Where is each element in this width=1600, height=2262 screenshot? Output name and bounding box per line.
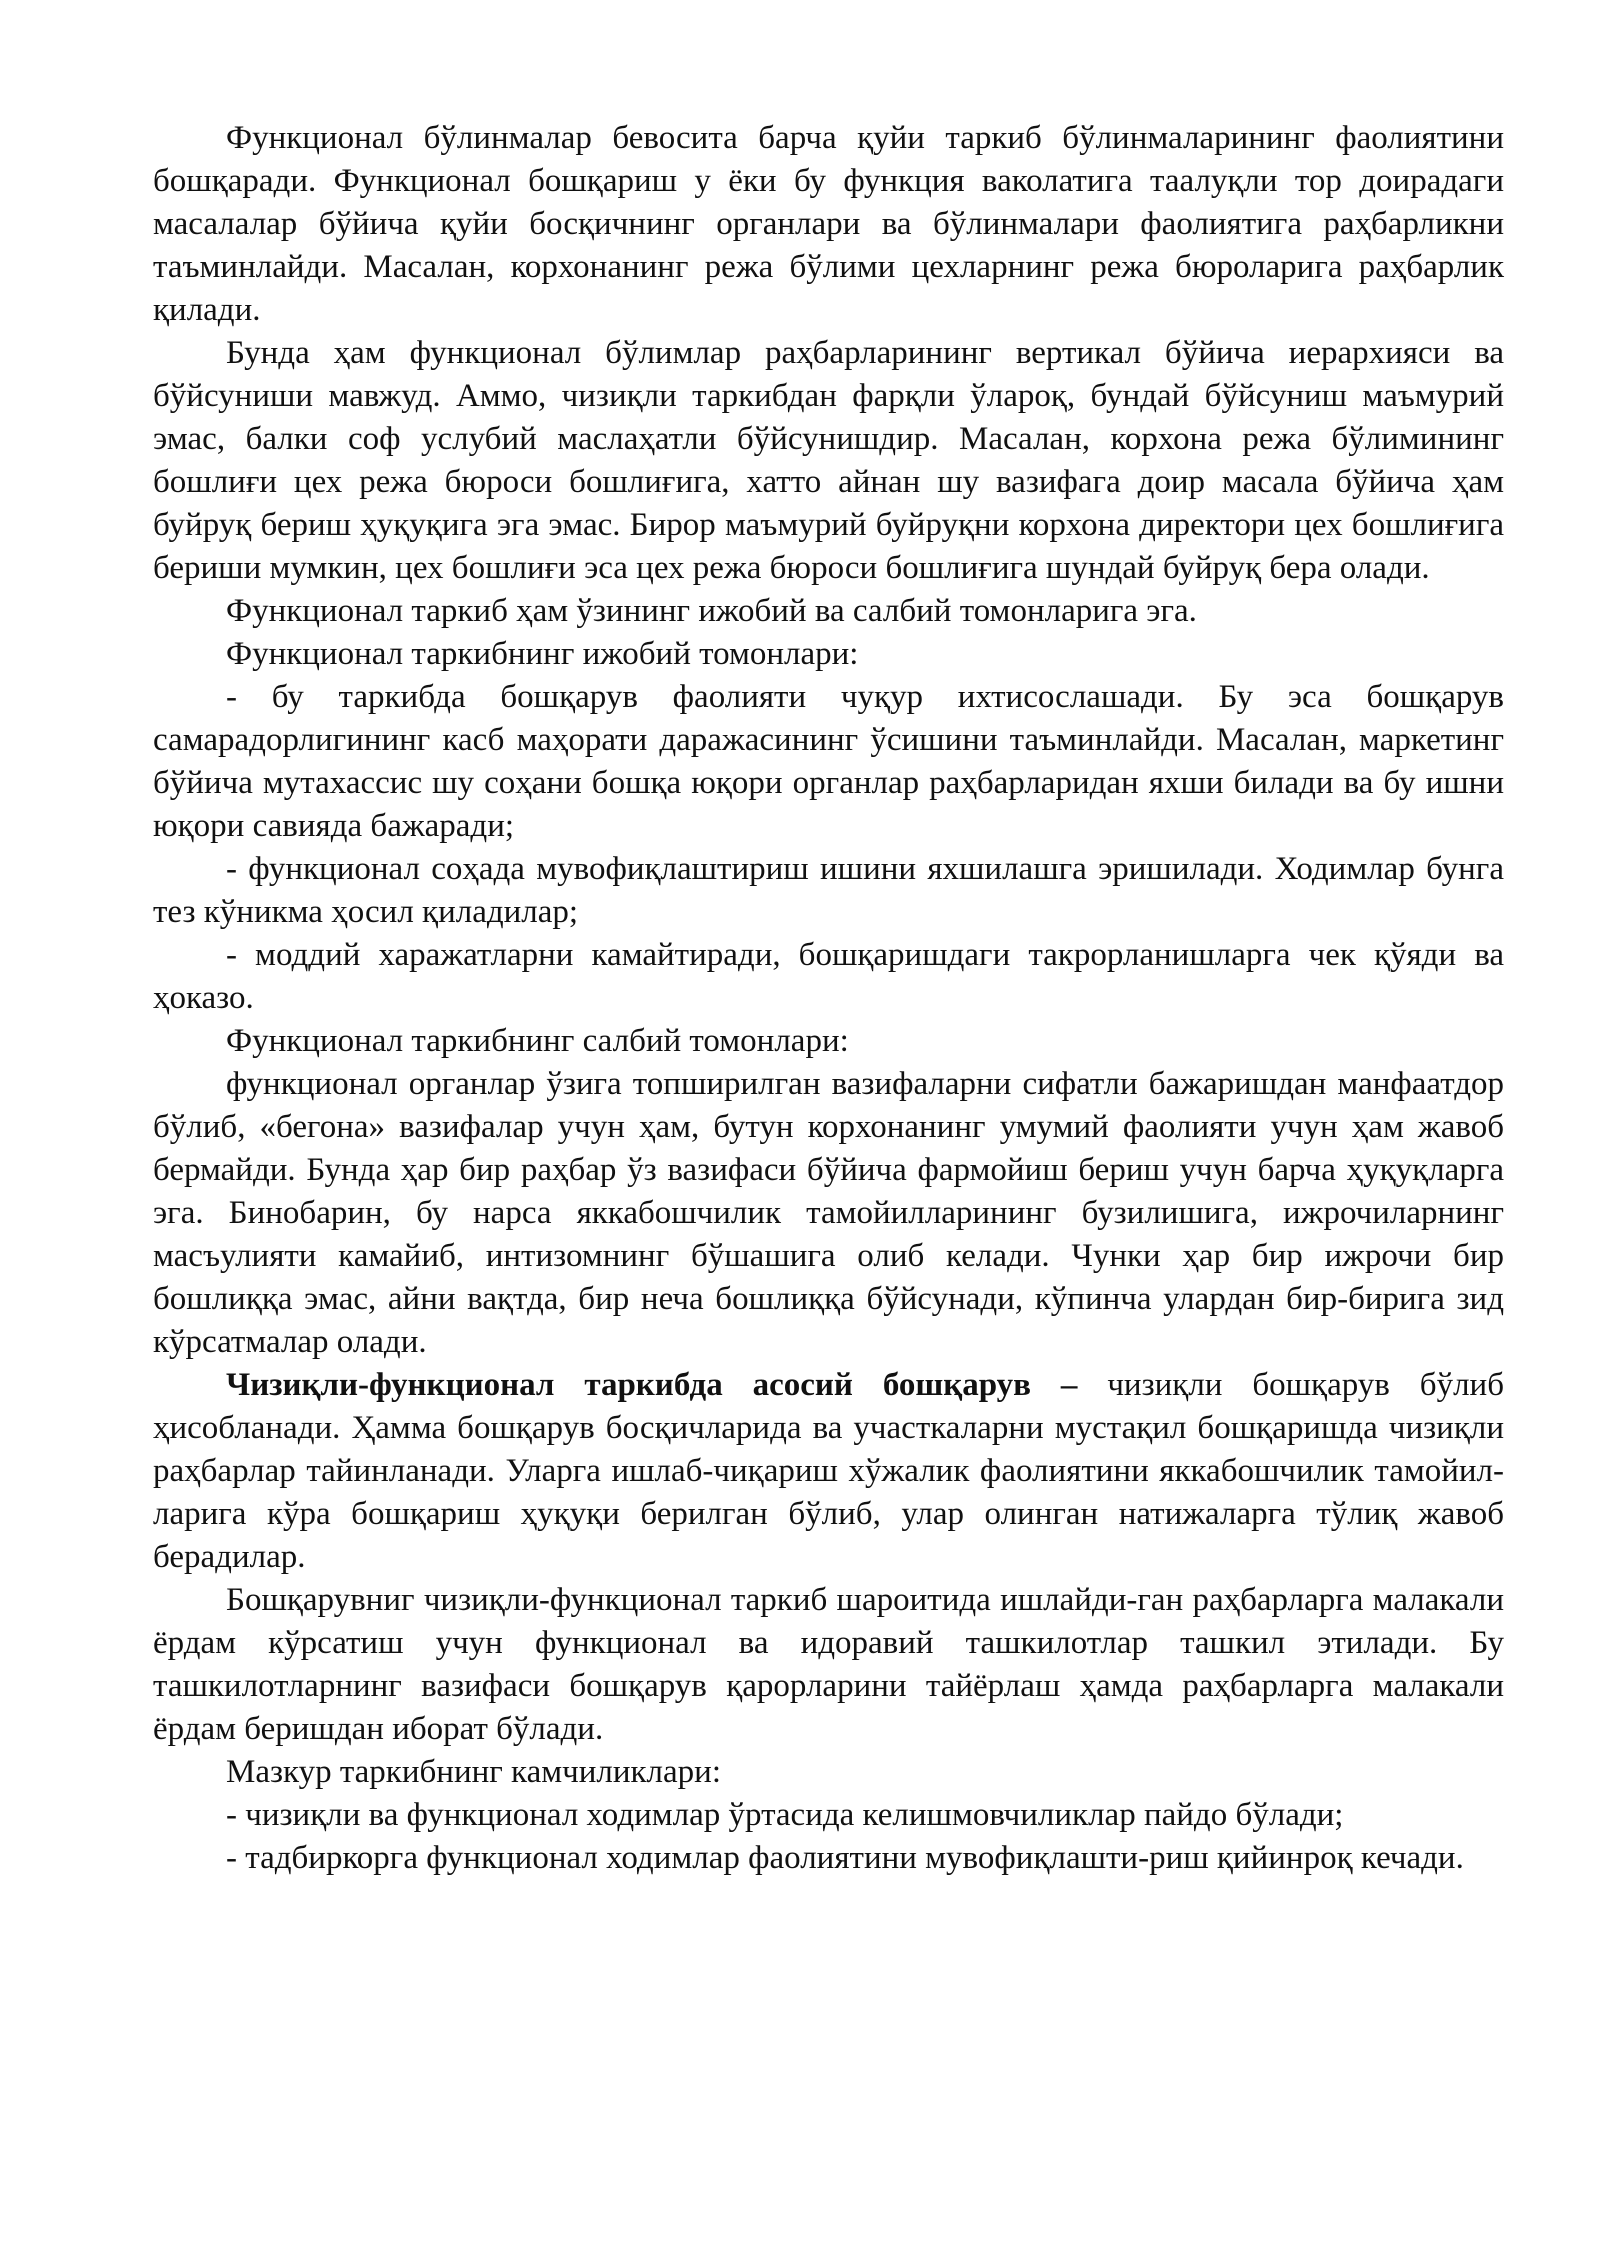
paragraph-shortcomings-heading: Мазкур таркибнинг камчиликлари:: [226, 1754, 721, 1790]
paragraph-linear-functional-text: чизиқли бошқарув бўлиб ҳисобланади. Ҳамма бошқарув босқичларида ва участкаларни мустақил бошқаришда чизиқли раҳбарлар тайинланади. Уларга ишлаб-чиқариш хўжалик фаолиятини яккабошчилик тамойил-ларига кўра бошқариш ҳуқуқи берилган бўлиб, улар олинган натижаларга тўлиқ жавоб берадилар.: [153, 1367, 1504, 1575]
paragraph-linear-functional: [153, 1364, 1504, 1579]
paragraph-positive-heading: Функционал таркибнинг ижобий томонлари:: [226, 636, 859, 672]
paragraph-negative-heading: Функционал таркибнинг салбий томонлари:: [226, 1023, 849, 1059]
list-item-specialization: - бу таркибда бошқарув фаолияти чуқур ихтисослашади. Бу эса бошқарув самарадорлигининг касб маҳорати даражасининг ўсишини таъминлайди. Масалан, маркетинг бўйича мутахассис шу соҳани бошқа юқори органлар раҳбарларидан яхши билади ва бу ишни юқори савияда бажаради;: [153, 679, 1504, 844]
document-body: [153, 117, 1504, 1880]
paragraph-functional-services: Бошқарувниг чизиқли-функционал таркиб шароитида ишлайди-ган раҳбарларга малакали ёрдам кўрсатиш учун функционал ва идоравий ташкилотлар ташкил этилади. Бу ташкилотларнинг вазифаси бошқарув қарорларини тайёрлаш ҳамда раҳбарларга малакали ёрдам беришдан иборат бўлади.: [153, 1582, 1504, 1747]
paragraph-functional-units: Функционал бўлинмалар бевосита барча қуйи таркиб бўлинмаларининг фаолиятини бошқаради. Функционал бошқариш у ёки бу функция ваколатига таалуқли тор доирадаги масалалар бўйича қуйи босқичнинг органлари ва бўлинмалари фаолиятига раҳбарликни таъминлайди. Масалан, корхонанинг режа бўлими цехларнинг режа бюроларига раҳбарлик қилади.: [153, 120, 1504, 328]
bold-term-linear-functional: Чизиқли-функционал таркибда асосий бошқарув –: [226, 1367, 1078, 1403]
list-item-disagreements: - чизиқли ва функционал ходимлар ўртасида келишмовчиликлар пайдо бўлади;: [226, 1797, 1344, 1833]
paragraph-pros-cons-intro: Функционал таркиб ҳам ўзининг ижобий ва салбий томонларига эга.: [226, 593, 1197, 629]
list-item-coordination-difficulty: - тадбиркорга функционал ходимлар фаолиятини мувофиқлашти-риш қийинроқ кечади.: [226, 1840, 1464, 1876]
list-item-coordination: - функционал соҳада мувофиқлаштириш ишини яхшилашга эришилади. Ходимлар бунга тез кўникма ҳосил қиладилар;: [153, 851, 1504, 930]
list-item-costs: - моддий харажатларни камайтиради, бошқаришдаги такрорланишларга чек қўяди ва ҳоказо.: [153, 937, 1504, 1016]
paragraph-negative-description: функционал органлар ўзига топширилган вазифаларни сифатли бажаришдан манфаатдор бўлиб, «бегона» вазифалар учун ҳам, бутун корхонанинг умумий фаолияти учун ҳам жавоб бермайди. Бунда ҳар бир раҳбар ўз вазифаси бўйича фармойиш бериш учун барча ҳуқуқларга эга. Бинобарин, бу нарса яккабошчилик тамойилларининг бузилишига, ижрочиларнинг масъулияти камайиб, интизомнинг бўшашига олиб келади. Чунки ҳар бир ижрочи бир бошлиққа эмас, айни вақтда, бир неча бошлиққа бўйсунади, кўпинча улардан бир-бирига зид кўрсатмалар олади.: [153, 1066, 1504, 1360]
paragraph-hierarchy: Бунда ҳам функционал бўлимлар раҳбарларининг вертикал бўйича иерархияси ва бўйсуниши мавжуд. Аммо, чизиқли таркибдан фарқли ўлароқ, бундай бўйсуниш маъмурий эмас, балки соф услубий маслаҳатли бўйсунишдир. Масалан, корхона режа бўлимининг бошлиғи цех режа бюроси бошлиғига, хатто айнан шу вазифага доир масала бўйича ҳам буйруқ бериш ҳуқуқига эга эмас. Бирор маъмурий буйруқни корхона директори цех бошлиғига бериши мумкин, цех бошлиғи эса цех режа бюроси бошлиғига шундай буйруқ бера олади.: [153, 335, 1504, 586]
